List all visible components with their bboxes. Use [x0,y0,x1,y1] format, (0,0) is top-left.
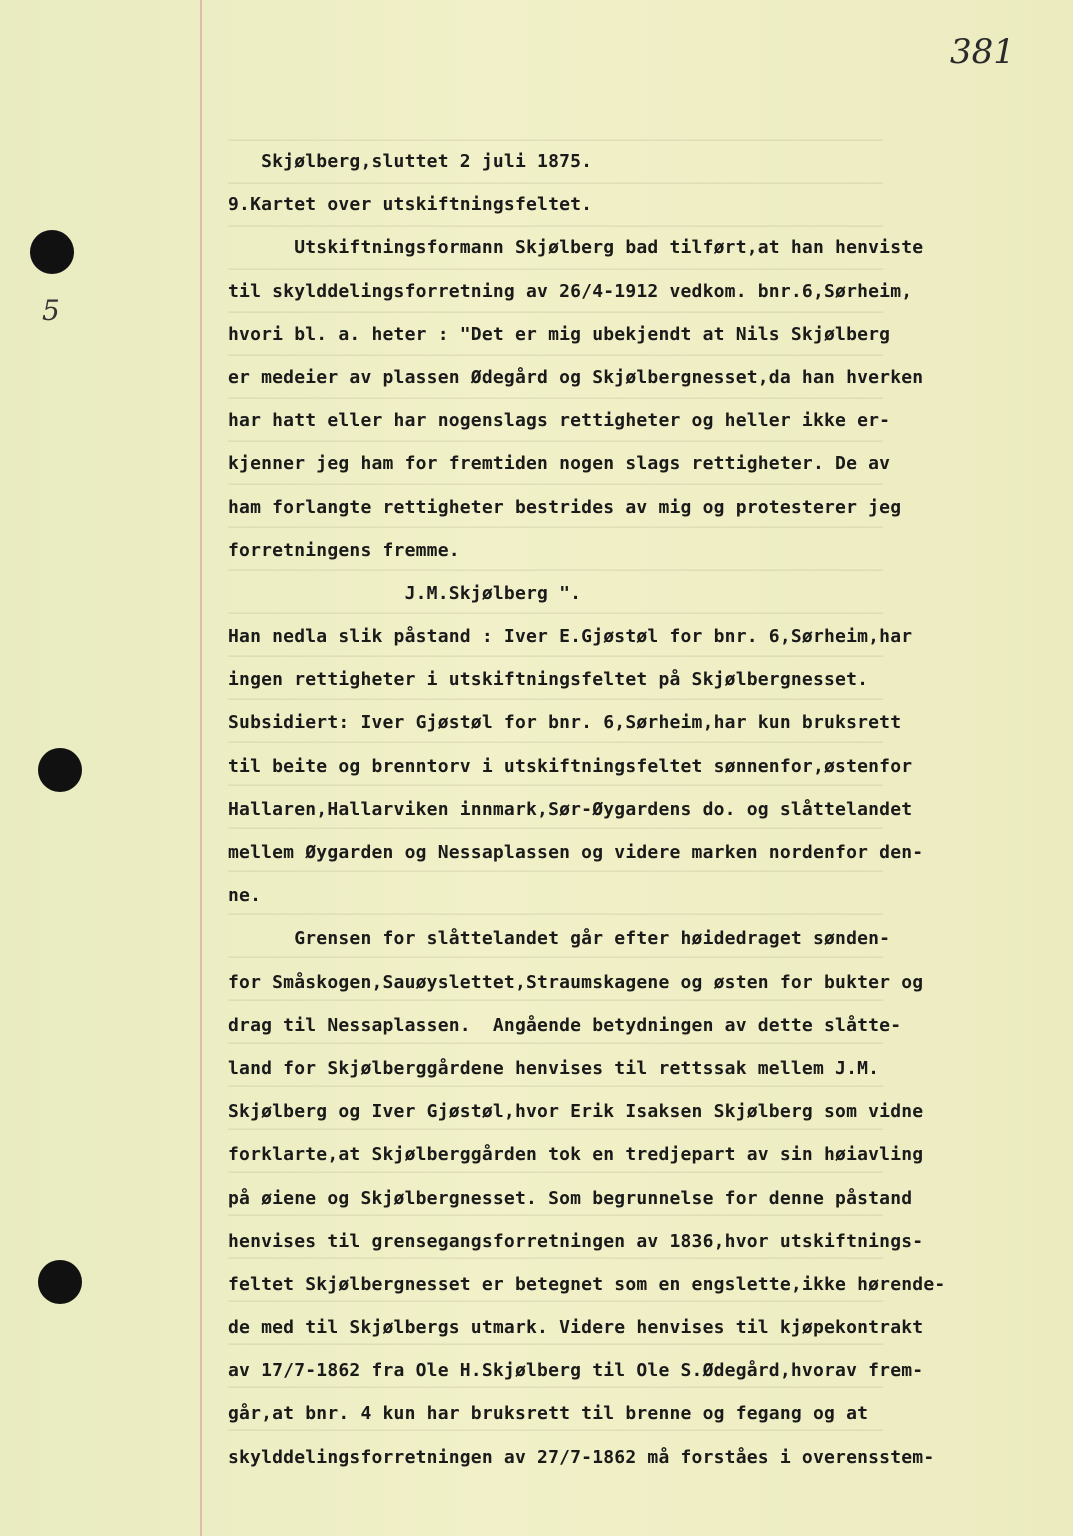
text-line: Han nedla slik påstand : Iver E.Gjøstøl for bnr. 6,Sørheim,har [228,626,913,648]
margin-rule [200,0,202,1536]
text-line: de med til Skjølbergs utmark. Videre henvises til kjøpekontrakt [228,1317,924,1339]
text-line: hvori bl. a. heter : "Det er mig ubekjendt at Nils Skjølberg [228,323,891,345]
text-line: Skjølberg og Iver Gjøstøl,hvor Erik Isaksen Skjølberg som vidne [228,1101,924,1123]
text-line: Skjølberg,sluttet 2 juli 1875. [228,151,593,172]
typed-text-body [228,140,1048,1479]
text-line: Hallaren,Hallarviken innmark,Sør-Øygardens do. og slåttelandet [228,798,913,820]
punch-hole-top [30,230,74,274]
text-line: henvises til grensegangsforretningen av 1836,hvor utskiftnings- [228,1230,924,1252]
text-line: forretningens fremme. [228,539,460,561]
text-line: er medeier av plassen Ødegård og Skjølbergnesset,da han hverken [228,366,924,388]
text-line: drag til Nessaplassen. Angående betydningen av dette slåtte- [228,1014,902,1036]
margin-note: 5 [42,294,60,327]
text-line: land for Skjølberggårdene henvises til rettssak mellem J.M. [228,1057,880,1079]
text-line: Grensen for slåttelandet går efter høidedraget sønden- [228,928,891,950]
text-line: til beite og brenntorv i utskiftningsfeltet sønnenfor,østenfor [228,755,913,777]
text-line: skylddelingsforretningen av 27/7-1862 må forståes i overensstem- [228,1446,935,1468]
text-line: ne. [228,885,262,907]
text-line: til skylddelingsforretning av 26/4-1912 vedkom. bnr.6,Sørheim, [228,280,913,302]
bleed-through-texture: ──────────────────────────────────────────────────────────────── ──────────────────────────────────────────────────────────────── ──────────────────────────────────────────────────────────────── ──────────────────────────────────────────────────────────────── ──────────────────────────────────────────────────────────────── ──────────────────────────────────────────────────────────────── ──────────────────────────────────────────────────────────────── ──────────────────────────────────────────────────────────────── ──────────────────────────────────────────────────────────────── ──────────────────────────────────────────────────────────────── ──────────────────────────────────────────────────────────────── ──────────────────────────────────────────────────────────────── ──────────────────────────────────────────────────────────────── ──────────────────────────────────────────────────────────────── ──────────────────────────────────────────────────────────────── ──────────────────────────────────────────────────────────────── ──────────────────────────────────────────────────────────────── ──────────────────────────────────────────────────────────────── ──────────────────────────────────────────────────────────────── ──────────────────────────────────────────────────────────────── ──────────────────────────────────────────────────────────────── ──────────────────────────────────────────────────────────────── ──────────────────────────────────────────────────────────────── ──────────────────────────────────────────────────────────────── ──────────────────────────────────────────────────────────────── ──────────────────────────────────────────────────────────────── ──────────────────────────────────────────────────────────────── ──────────────────────────────────────────────────────────────── ──────────────────────────────────────────────────────────────── ──────────────────────────────────────────────────────────────── ──────────────────────────────────────────────────────────────── [228,131,884,1441]
text-line: Utskiftningsformann Skjølberg bad tilført,at han henviste [228,237,924,259]
text-line: kjenner jeg ham for fremtiden nogen slags rettigheter. De av [228,453,891,475]
text-line: J.M.Skjølberg ". [228,582,582,604]
text-line: feltet Skjølbergnesset er betegnet som en engslette,ikke hørende- [228,1273,946,1295]
text-line: forklarte,at Skjølberggården tok en tredjepart av sin høiavling [228,1144,924,1166]
text-line: ham forlangte rettigheter bestrides av mig og protesterer jeg [228,496,902,518]
text-line: har hatt eller har nogenslags rettigheter og heller ikke er- [228,410,891,432]
text-line: 9.Kartet over utskiftningsfeltet. [228,194,593,216]
text-line: Subsidiert: Iver Gjøstøl for bnr. 6,Sørheim,har kun bruksrett [228,712,902,734]
text-line: ingen rettigheter i utskiftningsfeltet på Skjølbergnesset. [228,669,869,691]
page-number: 381 [950,32,1015,72]
text-line: for Småskogen,Sauøyslettet,Straumskagene og østen for bukter og [228,971,924,993]
text-line: på øiene og Skjølbergnesset. Som begrunnelse for denne påstand [228,1187,913,1209]
punch-hole-bottom [38,1260,82,1304]
text-line: går,at bnr. 4 kun har bruksrett til brenne og fegang og at [228,1403,869,1425]
punch-hole-middle [38,748,82,792]
text-line: mellem Øygarden og Nessaplassen og videre marken nordenfor den- [228,842,924,863]
text-line: av 17/7-1862 fra Ole H.Skjølberg til Ole S.Ødegård,hvorav frem- [228,1360,924,1382]
